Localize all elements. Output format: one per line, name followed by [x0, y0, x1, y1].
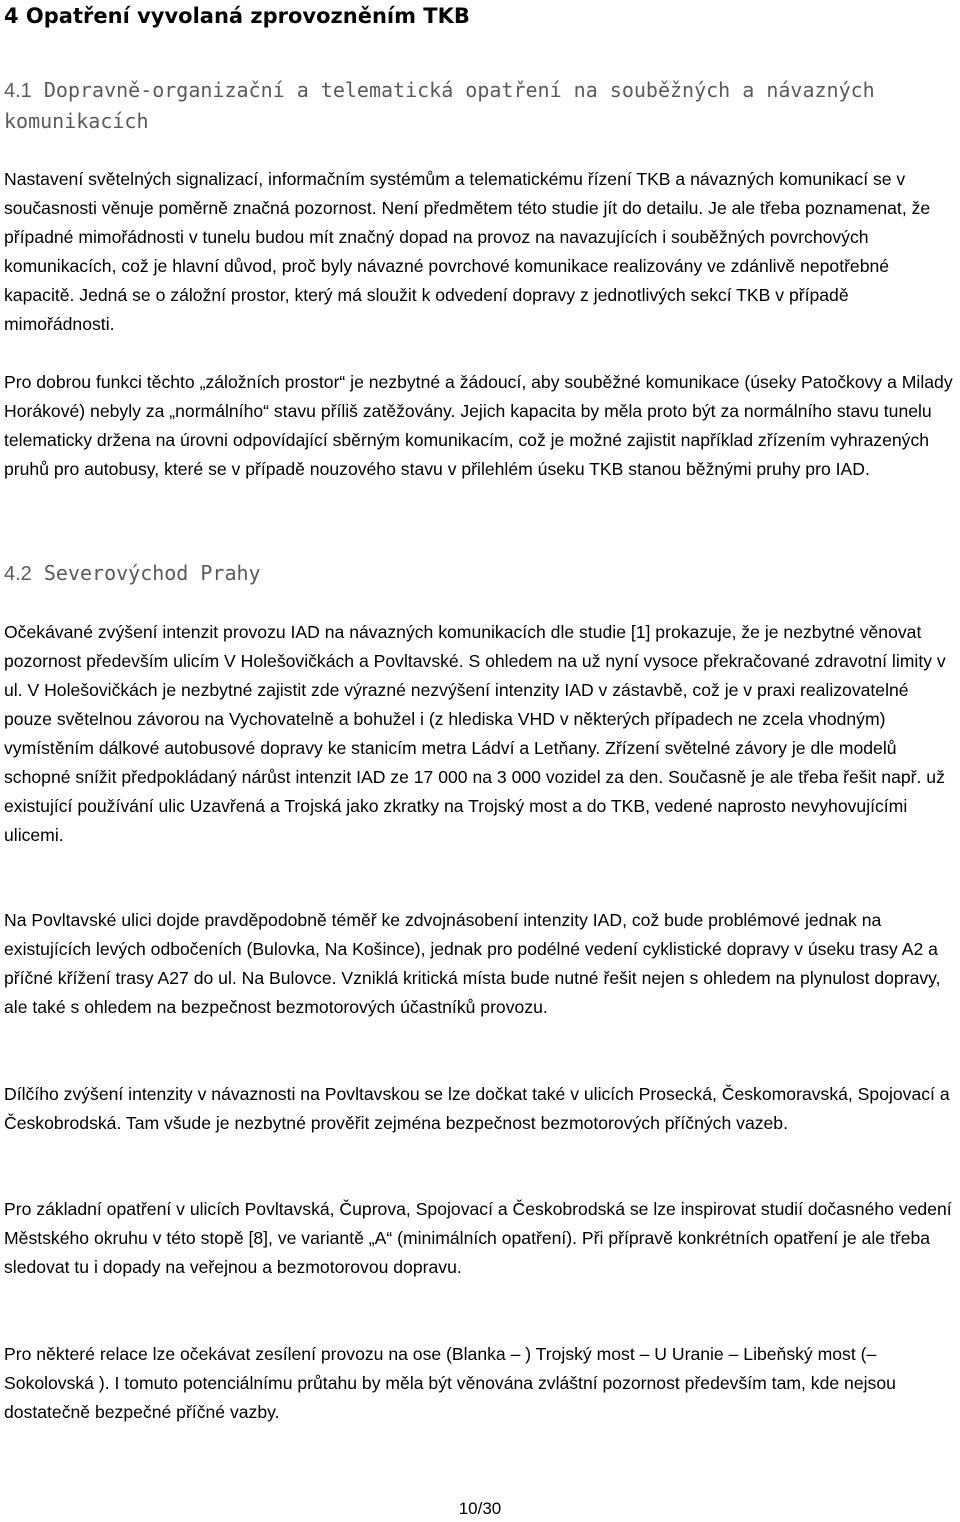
section-heading-4-2: [4, 558, 261, 589]
paragraph: Dílčího zvýšení intenzity v návaznosti na Povltavskou se lze dočkat také v ulicích Prosecká, Českomoravská, Spojovací a Českobrodská. Tam všude je nezbytné prověřit zejména bezpečnost bezmotorových příčných vazeb.: [4, 1084, 950, 1133]
section-heading-4-1: [4, 75, 884, 136]
paragraph: Pro některé relace lze očekávat zesílení provozu na ose (Blanka – ) Trojský most – U Uranie – Libeňský most (– Sokolovská ). I tomuto potenciálnímu průtahu by měla být věnována zvláštní pozornost především tam, kde nejsou dostatečně bezpečné příčné vazby.: [4, 1344, 896, 1422]
paragraph: Očekávané zvýšení intenzit provozu IAD na návazných komunikacích dle studie [1] prokazuje, že je nezbytné věnovat pozornost především ulicím V Holešovičkách a Povltavské. S ohledem na už nyní vysoce překračované zdravotní limity v ul. V Holešovičkách je nezbytné zajistit zde výrazné nezvýšení intenzity IAD v zástavbě, což je v praxi realizovatelné pouze světelnou závorou na Vychovatelně a bohužel i (z hlediska VHD v některých případech ne zcela vhodným) vymístěním dálkové autobusové dopravy ke stanicím metra Ládví a Letňany. Zřízení světelné závory je dle modelů schopné snížit předpokládaný nárůst intenzit IAD ze 17 000 na 3 000 vozidel za den. Současně je ale třeba řešit např. už existující používání ulic Uzavřená a Trojská jako zkratky na Trojský most a do TKB, vedené naprosto nevyhovujícími ulicemi.: [4, 622, 946, 845]
page-number: 10/30: [458, 1499, 502, 1518]
paragraph: Pro dobrou funkci těchto „záložních prostor“ je nezbytné a žádoucí, aby souběžné komunikace (úseky Patočkovy a Milady Horákové) nebyly za „normálního“ stavu příliš zatěžovány. Jejich kapacita by měla proto být za normálního stavu tunelu telematicky držena na úrovni odpovídající sběrným komunikacím, což je možné zajistit například zřízením vyhrazených pruhů pro autobusy, které se v případě nouzového stavu v přilehlém úseku TKB stanou běžnými pruhy pro IAD.: [4, 372, 953, 479]
paragraph: Nastavení světelných signalizací, informačním systémům a telematickému řízení TKB a návazných komunikací se v současnosti věnuje poměrně značná pozornost. Není předmětem této studie jít do detailu. Je ale třeba poznamenat, že případné mimořádnosti v tunelu budou mít značný dopad na provoz na navazujících i souběžných povrchových komunikacích, což je hlavní důvod, proč byly návazné povrchové komunikace realizovány ve zdánlivě nepotřebné kapacitě. Jedná se o záložní prostor, který má sloužit k odvedení dopravy z jednotlivých sekcí TKB v případě mimořádnosti.: [4, 169, 931, 334]
section-title: Dopravně-organizační a telematická opatření na souběžných a návazných komunikacích: [4, 78, 875, 133]
section-number: 4.2: [4, 563, 32, 585]
paragraph: Na Povltavské ulici dojde pravděpodobně téměř ke zdvojnásobení intenzity IAD, což bude problémové jednak na existujících levých odbočeních (Bulovka, Na Košince), jednak pro podélné vedení cyklistické dopravy v úseku trasy A2 a příčné křížení trasy A27 do ul. Na Bulovce. Vzniklá kritická místa bude nutné řešit nejen s ohledem na plynulost dopravy, ale také s ohledem na bezpečnost bezmotorových účastníků provozu.: [4, 910, 941, 1017]
paragraph: Pro základní opatření v ulicích Povltavská, Čuprova, Spojovací a Českobrodská se lze inspirovat studií dočasného vedení Městského okruhu v této stopě [8], ve variantě „A“ (minimálních opatření). Při přípravě konkrétních opatření je ale třeba sledovat tu i dopady na veřejnou a bezmotorovou dopravu.: [4, 1199, 952, 1277]
chapter-heading: 4 Opatření vyvolaná zprovozněním TKB: [4, 4, 470, 28]
section-number: 4.1: [4, 80, 32, 102]
section-title: Severovýchod Prahy: [43, 561, 261, 585]
